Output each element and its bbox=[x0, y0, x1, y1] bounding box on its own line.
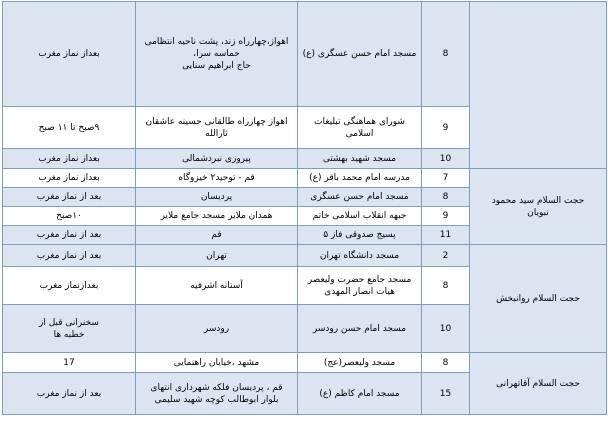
table-row bbox=[3, 245, 607, 267]
address-cell: آستانه اشرفیه bbox=[136, 267, 298, 305]
day-cell: 9 bbox=[422, 207, 470, 226]
mosque-cell: مسجد شهید بهشتی bbox=[298, 149, 422, 169]
note-cell: بعد از نماز مغرب bbox=[3, 226, 136, 245]
note-cell: ۱۰صبح bbox=[3, 207, 136, 226]
day-cell: 11 bbox=[422, 226, 470, 245]
day-cell: 8 bbox=[422, 188, 470, 207]
schedule-body bbox=[3, 2, 607, 415]
day-cell: 15 bbox=[422, 373, 470, 415]
mosque-cell: مسجد جامع حضرت ولیعصر هیات انصار المهدی bbox=[298, 267, 422, 305]
day-cell: 8 bbox=[422, 353, 470, 373]
note-cell: بعد از نماز مغرب bbox=[3, 188, 136, 207]
mosque-cell: مسجد ولیعصر(عج) bbox=[298, 353, 422, 373]
mosque-cell: شورای هماهنگی تبلیغات اسلامی bbox=[298, 107, 422, 149]
mosque-cell: جبهه انقلاب اسلامی خاتم bbox=[298, 207, 422, 226]
day-cell: 10 bbox=[422, 305, 470, 353]
address-cell: پردیسان bbox=[136, 188, 298, 207]
note-cell: بعدازنماز مغرب bbox=[3, 267, 136, 305]
address-cell: قم ، پردیسان فلکه شهرداری انتهای بلوار ابوطالب کوچه شهید سلیمی bbox=[136, 373, 298, 415]
note-cell: بعداز نماز مغرب bbox=[3, 169, 136, 188]
note-cell: بعداز نماز مغرب bbox=[3, 149, 136, 169]
address-cell: رودسر bbox=[136, 305, 298, 353]
speaker-cell: حجت السلام آقاتهرانی bbox=[470, 353, 607, 415]
speaker-cell: حجت السلام روانبخش bbox=[470, 245, 607, 353]
address-cell: تهران bbox=[136, 245, 298, 267]
table-row bbox=[3, 2, 607, 107]
schedule-table bbox=[2, 1, 607, 415]
day-cell: 10 bbox=[422, 149, 470, 169]
address-cell: پیروزی نبردشمالی bbox=[136, 149, 298, 169]
table-row bbox=[3, 353, 607, 373]
address-cell: قم - توحید۲ خیزوگاه bbox=[136, 169, 298, 188]
mosque-cell: مسجد امام حسن عسگری bbox=[298, 188, 422, 207]
day-cell: 8 bbox=[422, 2, 470, 107]
address-cell: همدان ملایر مسجد جامع ملایر bbox=[136, 207, 298, 226]
speaker-cell bbox=[470, 2, 607, 169]
day-cell: 2 bbox=[422, 245, 470, 267]
speaker-cell: حجت السلام سید محمود نبویان bbox=[470, 169, 607, 245]
mosque-cell: مسجد دانشگاه تهران bbox=[298, 245, 422, 267]
mosque-cell: مسجد امام حسن عسگری (ع) bbox=[298, 2, 422, 107]
mosque-cell: مسجد امام کاظم (ع) bbox=[298, 373, 422, 415]
note-cell: ۹صبح تا ۱۱ صبح bbox=[3, 107, 136, 149]
note-cell: سخنرانی قبل از خطبه ها bbox=[3, 305, 136, 353]
address-cell: مشهد ،خیابان راهنمایی bbox=[136, 353, 298, 373]
day-cell: 7 bbox=[422, 169, 470, 188]
day-cell: 8 bbox=[422, 267, 470, 305]
note-cell: بعد از نماز مغرب bbox=[3, 373, 136, 415]
day-cell: 9 bbox=[422, 107, 470, 149]
address-cell: اهواز،چهارراه زند، پشت ناحیه انتظامی حماسه سرا، حاج ابراهیم سنایی bbox=[136, 2, 298, 107]
note-cell: بعداز نماز مغرب bbox=[3, 2, 136, 107]
mosque-cell: مدرسه امام محمد باقر (ع) bbox=[298, 169, 422, 188]
address-cell: اهواز چهارراه طالقانی حسینه عاشقان ثارالله bbox=[136, 107, 298, 149]
mosque-cell: مسجد امام حسن رودسر bbox=[298, 305, 422, 353]
note-cell: بعد از نماز مغرب bbox=[3, 245, 136, 267]
address-cell: قم bbox=[136, 226, 298, 245]
note-cell: 17 bbox=[3, 353, 136, 373]
mosque-cell: پسیج صدوقی فاز ۵ bbox=[298, 226, 422, 245]
table-row bbox=[3, 169, 607, 188]
